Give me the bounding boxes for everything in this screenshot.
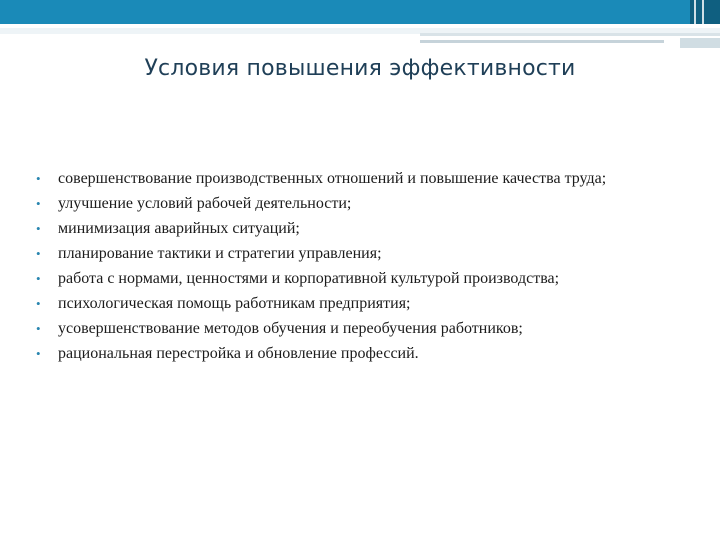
decorative-accent-line: [420, 33, 720, 36]
list-item-text: усовершенствование методов обучения и переобучения работников;: [58, 320, 523, 337]
list-item-text: работа с нормами, ценностями и корпоративной культурой производства;: [58, 270, 560, 287]
list-item-text: улучшение условий рабочей деятельности;: [58, 195, 352, 212]
bullet-icon: •: [36, 271, 41, 286]
list-item: [36, 168, 676, 190]
list-item: [36, 218, 676, 240]
header-stripe: [702, 0, 704, 24]
decorative-accent-line: [420, 40, 664, 43]
list-item: [36, 243, 676, 265]
bullet-icon: •: [36, 196, 41, 211]
list-item: [36, 193, 676, 215]
bullet-icon: •: [36, 296, 41, 311]
list-item: [36, 268, 676, 290]
bullet-icon: •: [36, 246, 41, 261]
bullet-icon: •: [36, 221, 41, 236]
bullet-icon: •: [36, 171, 41, 186]
list-item: [36, 343, 676, 365]
list-item-text: рациональная перестройка и обновление профессий.: [58, 345, 419, 362]
bullet-list: [36, 168, 676, 368]
list-item: [36, 293, 676, 315]
list-item-text: совершенствование производственных отношений и повышение качества труда;: [58, 170, 607, 187]
list-item: [36, 318, 676, 340]
list-item-text: психологическая помощь работникам предприятия;: [58, 295, 411, 312]
decorative-accent-block: [680, 38, 720, 48]
bullet-icon: •: [36, 321, 41, 336]
bullet-icon: •: [36, 346, 41, 361]
list-item-text: планирование тактики и стратегии управления;: [58, 245, 382, 262]
header-band: [0, 0, 720, 24]
header-stripe: [694, 0, 696, 24]
slide-title: Условия повышения эффективности: [144, 56, 576, 81]
list-item-text: минимизация аварийных ситуаций;: [58, 220, 300, 237]
